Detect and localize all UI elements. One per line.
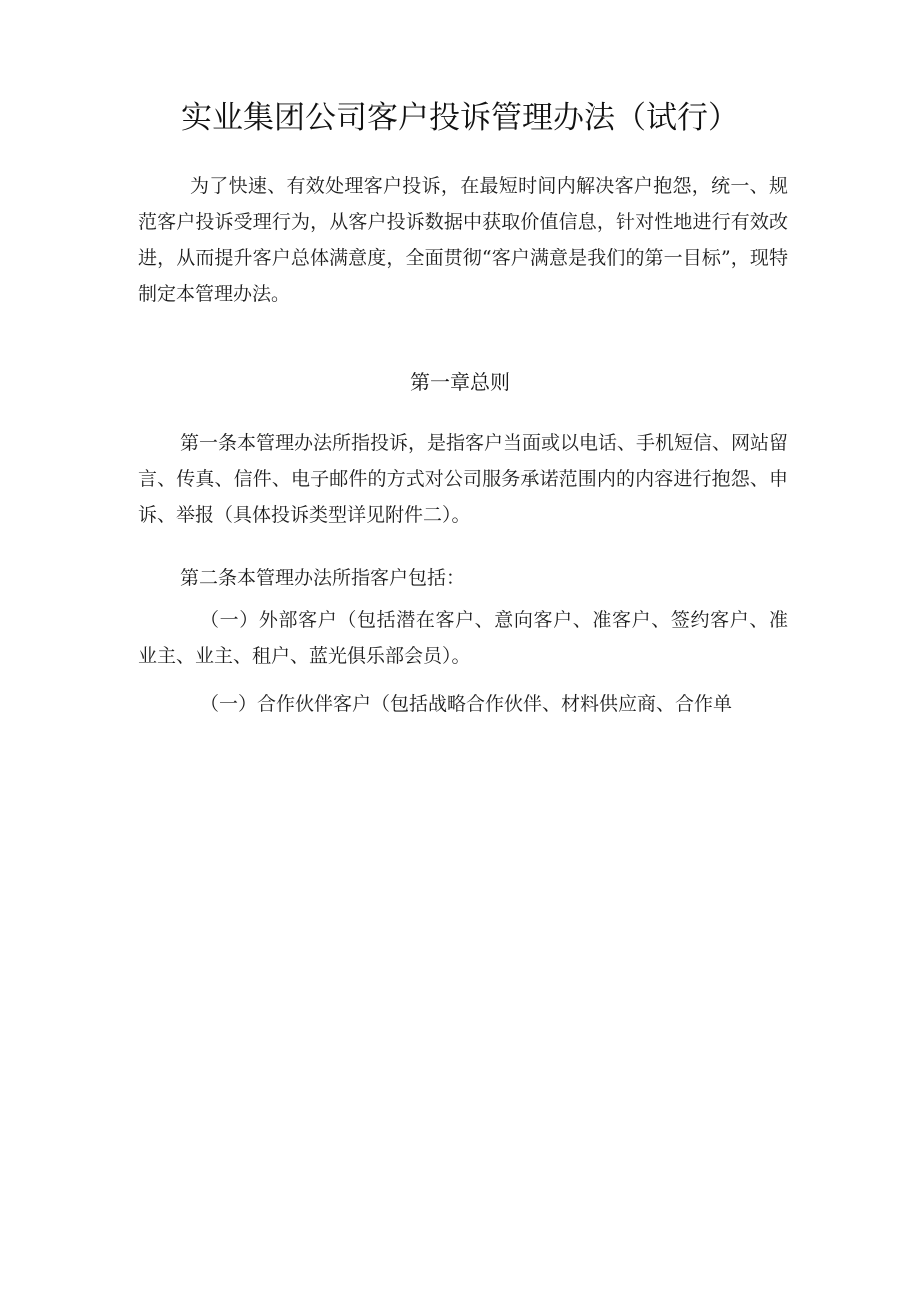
article-2-paragraph: 第二条本管理办法所指客户包括： [180, 567, 466, 589]
partner-customer-item: （一）合作伙伴客户（包括战略合作伙伴、材料供应商、合作单 [200, 693, 733, 715]
document-title: 实业集团公司客户投诉管理办法（试行） [181, 100, 739, 136]
article-1-paragraph: 第一条本管理办法所指投诉，是指客户当面或以电话、手机短信、网站留言、传真、信件、电子邮件的方式对公司服务承诺范围内的内容进行抱怨、申诉、举报（具体投诉类型详见附件二）。 [138, 432, 789, 526]
chapter-title: 第一章总则 [410, 370, 510, 394]
external-customer-item: （一）外部客户（包括潜在客户、意向客户、准客户、签约客户、准业主、业主、租户、蓝光俱乐部会员）。 [138, 609, 788, 667]
intro-paragraph: 为了快速、有效处理客户投诉，在最短时间内解决客户抱怨，统一、规范客户投诉受理行为，从客户投诉数据中获取价值信息，针对性地进行有效改进，从而提升客户总体满意度，全面贯彻“客户满意是我们的第一目标”，现特制定本管理办法。 [138, 175, 788, 305]
